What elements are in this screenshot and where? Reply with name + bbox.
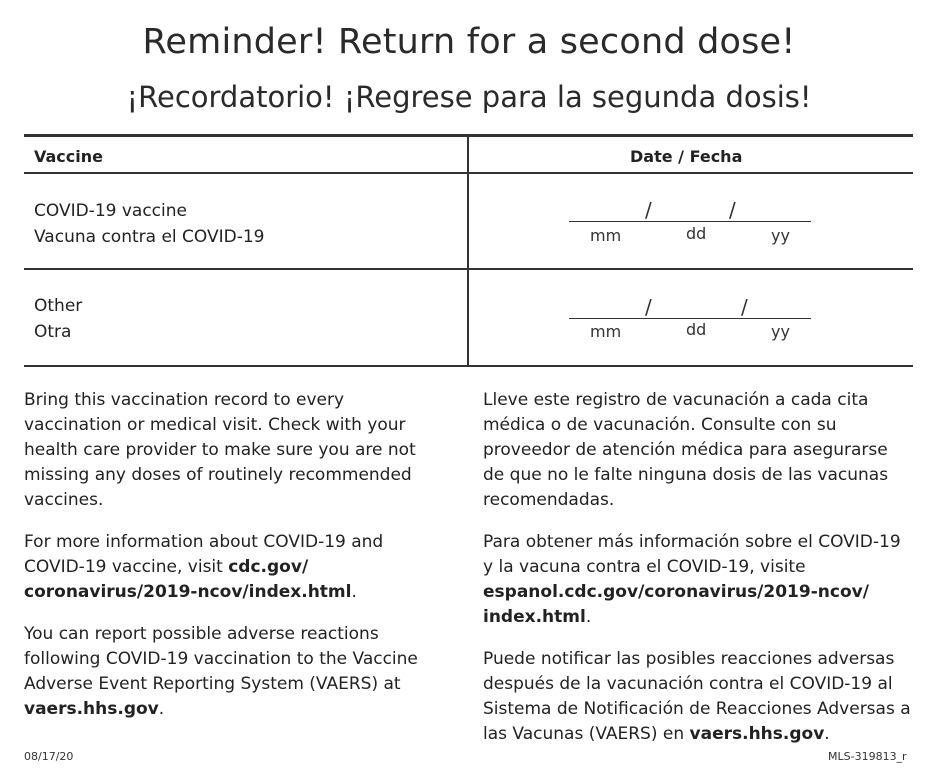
spanish-vaers-text: Puede notificar las posibles reacciones adversas después de la vacunación contra el COVID-19 al Sistema de Notificación de Reacciones Adversas a las Vacunas (VAERS) en [483, 649, 911, 744]
english-vaers-text: You can report possible adverse reactions following COVID-19 vaccination to the Vaccine Adverse Event Reporting System (VAERS) at [24, 624, 418, 694]
espanol-cdc-link[interactable]: espanol.cdc.gov/coronavirus/2019-ncov/ index.html [483, 582, 869, 627]
label-yy: yy [771, 322, 790, 341]
date-slash: / [729, 198, 736, 222]
row-divider [24, 268, 913, 270]
row-label-es: Vacuna contra el COVID-19 [34, 227, 265, 247]
punct: . [824, 724, 830, 744]
row-label-es: Otra [34, 322, 72, 342]
spanish-paragraph-3 [483, 647, 913, 747]
table-row-other [34, 293, 82, 345]
date-slash: / [645, 198, 652, 222]
row-label-en: COVID-19 vaccine [34, 201, 187, 221]
english-paragraph-2 [24, 530, 424, 605]
date-underline [569, 318, 811, 319]
table-bottom-rule [24, 365, 913, 367]
date-underline [569, 221, 811, 222]
label-dd: dd [686, 320, 707, 339]
label-yy: yy [771, 226, 790, 245]
label-dd: dd [686, 224, 707, 243]
punct: . [351, 582, 357, 602]
column-divider [467, 136, 469, 366]
vaers-link-es[interactable]: vaers.hhs.gov [689, 724, 825, 744]
footer-code: MLS-319813_r [828, 750, 907, 763]
punct: . [158, 699, 165, 719]
row-label-en: Other [34, 296, 83, 316]
label-mm: mm [590, 322, 622, 341]
spanish-info-text: Para obtener más información sobre el COVID-19 y la vacuna contra el COVID-19, visite [483, 532, 901, 577]
vaers-link[interactable]: vaers.hhs.gov [24, 699, 159, 719]
english-paragraph-1: Bring this vaccination record to every vaccination or medical visit. Check with your health care provider to make sure you are not missing any doses of routinely recommended vaccines. [24, 390, 416, 510]
header-date: Date / Fecha [630, 147, 743, 166]
cdc-link[interactable]: cdc.gov/ coronavirus/2019-ncov/index.html [24, 557, 352, 602]
spanish-paragraph-1: Lleve este registro de vacunación a cada cita médica o de vacunación. Consulte con su proveedor de atención médica para asegurarse de que no le falte ninguna dosis de las vacunas recomendadas. [483, 390, 889, 510]
title-english: Reminder! Return for a second dose! [142, 22, 796, 62]
label-mm: mm [590, 226, 622, 245]
footer-date: 08/17/20 [24, 750, 74, 763]
english-info-text: For more information about COVID-19 and COVID-19 vaccine, visit [24, 532, 384, 577]
header-vaccine: Vaccine [34, 147, 103, 166]
punct: . [585, 607, 592, 627]
title-spanish: ¡Recordatorio! ¡Regrese para la segunda dosis! [126, 80, 812, 114]
date-slash: / [741, 295, 748, 319]
date-slash: / [645, 295, 652, 319]
spanish-paragraph-2 [483, 530, 913, 630]
english-paragraph-3 [24, 622, 442, 722]
table-row-covid [34, 198, 264, 250]
